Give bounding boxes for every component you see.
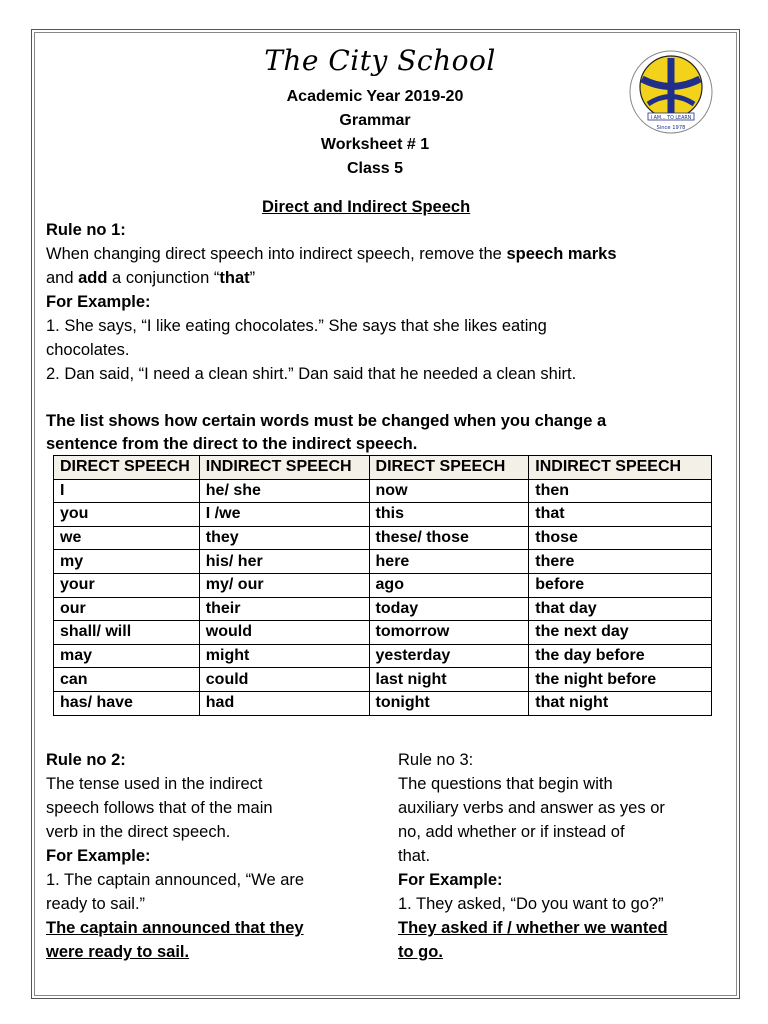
table-cell: had	[199, 691, 369, 715]
table-cell: tomorrow	[369, 621, 529, 645]
table-cell: now	[369, 479, 529, 503]
list-intro-line2: sentence from the direct to the indirect speech.	[46, 435, 418, 453]
rule3-line: The questions that begin with	[398, 775, 613, 793]
rule3-heading: Rule no 3:	[398, 751, 474, 769]
table-cell: the day before	[529, 644, 712, 668]
table-cell: here	[369, 550, 529, 574]
table-cell: my/ our	[199, 573, 369, 597]
rule1-line2: and add a conjunction “that”	[46, 269, 256, 287]
rule2-example-heading: For Example:	[46, 847, 151, 865]
table-cell: these/ those	[369, 526, 529, 550]
table-cell: their	[199, 597, 369, 621]
rule1-example1-cont: chocolates.	[46, 341, 130, 359]
header-direct-speech-2: DIRECT SPEECH	[369, 456, 529, 480]
rule3-block	[398, 748, 728, 964]
table-cell: his/ her	[199, 550, 369, 574]
table-cell: those	[529, 526, 712, 550]
header-direct-speech-1: DIRECT SPEECH	[54, 456, 200, 480]
rule3-answer-line: to go.	[398, 943, 443, 961]
table-row	[54, 550, 712, 574]
table-cell: you	[54, 503, 200, 527]
rule2-answer-line: The captain announced that they	[46, 919, 304, 937]
rule3-line: that.	[398, 847, 431, 865]
rule2-answer-line: were ready to sail.	[46, 943, 190, 961]
rule1-example1: 1. She says, “I like eating chocolates.” She says that she likes eating	[46, 317, 547, 335]
rule2-heading: Rule no 2:	[46, 751, 126, 769]
rule2-line: The tense used in the indirect	[46, 775, 263, 793]
table-row	[54, 597, 712, 621]
table-cell: before	[529, 573, 712, 597]
rule3-answer-line: They asked if / whether we wanted	[398, 919, 668, 937]
table-body	[54, 479, 712, 715]
topic-title	[262, 195, 522, 219]
rule1-line1: When changing direct speech into indirect speech, remove the speech marks	[46, 245, 617, 263]
table-cell: that day	[529, 597, 712, 621]
rule3-example-heading: For Example:	[398, 871, 503, 889]
class-level: Class 5	[346, 160, 404, 177]
table-cell: there	[529, 550, 712, 574]
table-cell: that night	[529, 691, 712, 715]
table-cell: today	[369, 597, 529, 621]
table-row	[54, 479, 712, 503]
rule1-heading: Rule no 1:	[46, 221, 126, 239]
header-indirect-speech-1: INDIRECT SPEECH	[199, 456, 369, 480]
table-cell: then	[529, 479, 712, 503]
rule2-example-line: ready to sail.”	[46, 895, 146, 913]
table-row	[54, 573, 712, 597]
list-intro-line1: The list shows how certain words must be changed when you change a	[46, 412, 607, 430]
table-row	[54, 503, 712, 527]
table-cell: we	[54, 526, 200, 550]
subject: Grammar	[339, 112, 411, 129]
table-cell: ago	[369, 573, 529, 597]
table-cell: last night	[369, 668, 529, 692]
table-cell: can	[54, 668, 200, 692]
rule2-line: speech follows that of the main	[46, 799, 273, 817]
table-cell: they	[199, 526, 369, 550]
rule3-line: no, add whether or if instead of	[398, 823, 625, 841]
word-change-table	[53, 455, 712, 716]
table-row	[54, 526, 712, 550]
rule3-line: auxiliary verbs and answer as yes or	[398, 799, 665, 817]
table-row	[54, 668, 712, 692]
table-cell: might	[199, 644, 369, 668]
logo-motto: I AM... TO LEARN	[650, 115, 692, 121]
table-cell: our	[54, 597, 200, 621]
table-cell: could	[199, 668, 369, 692]
table-cell: has/ have	[54, 691, 200, 715]
rule1-example2: 2. Dan said, “I need a clean shirt.” Dan said that he needed a clean shirt.	[46, 365, 577, 383]
table-cell: my	[54, 550, 200, 574]
table-cell: may	[54, 644, 200, 668]
rule2-line: verb in the direct speech.	[46, 823, 231, 841]
school-logo	[628, 49, 714, 135]
table-cell: yesterday	[369, 644, 529, 668]
rule2-example-line: 1. The captain announced, “We are	[46, 871, 305, 889]
rule2-block	[46, 748, 376, 964]
table-cell: the night before	[529, 668, 712, 692]
academic-year: Academic Year 2019-20	[286, 88, 464, 105]
rule1-example-heading: For Example:	[46, 293, 151, 311]
table-cell: I /we	[199, 503, 369, 527]
table-cell: the next day	[529, 621, 712, 645]
table-row	[54, 691, 712, 715]
table-header-row	[54, 456, 712, 480]
table-row	[54, 621, 712, 645]
header-indirect-speech-2: INDIRECT SPEECH	[529, 456, 712, 480]
table-cell: tonight	[369, 691, 529, 715]
school-name: The City School	[264, 44, 496, 77]
topic-title-text: Direct and Indirect Speech	[262, 198, 471, 216]
table-cell: that	[529, 503, 712, 527]
table-cell: he/ she	[199, 479, 369, 503]
table-cell: would	[199, 621, 369, 645]
table-cell: your	[54, 573, 200, 597]
table-cell: I	[54, 479, 200, 503]
table-row	[54, 644, 712, 668]
worksheet-number: Worksheet # 1	[320, 136, 430, 153]
table-cell: shall/ will	[54, 621, 200, 645]
logo-since: Since 1978	[656, 125, 686, 131]
table-cell: this	[369, 503, 529, 527]
rule3-example-line: 1. They asked, “Do you want to go?”	[398, 895, 664, 913]
